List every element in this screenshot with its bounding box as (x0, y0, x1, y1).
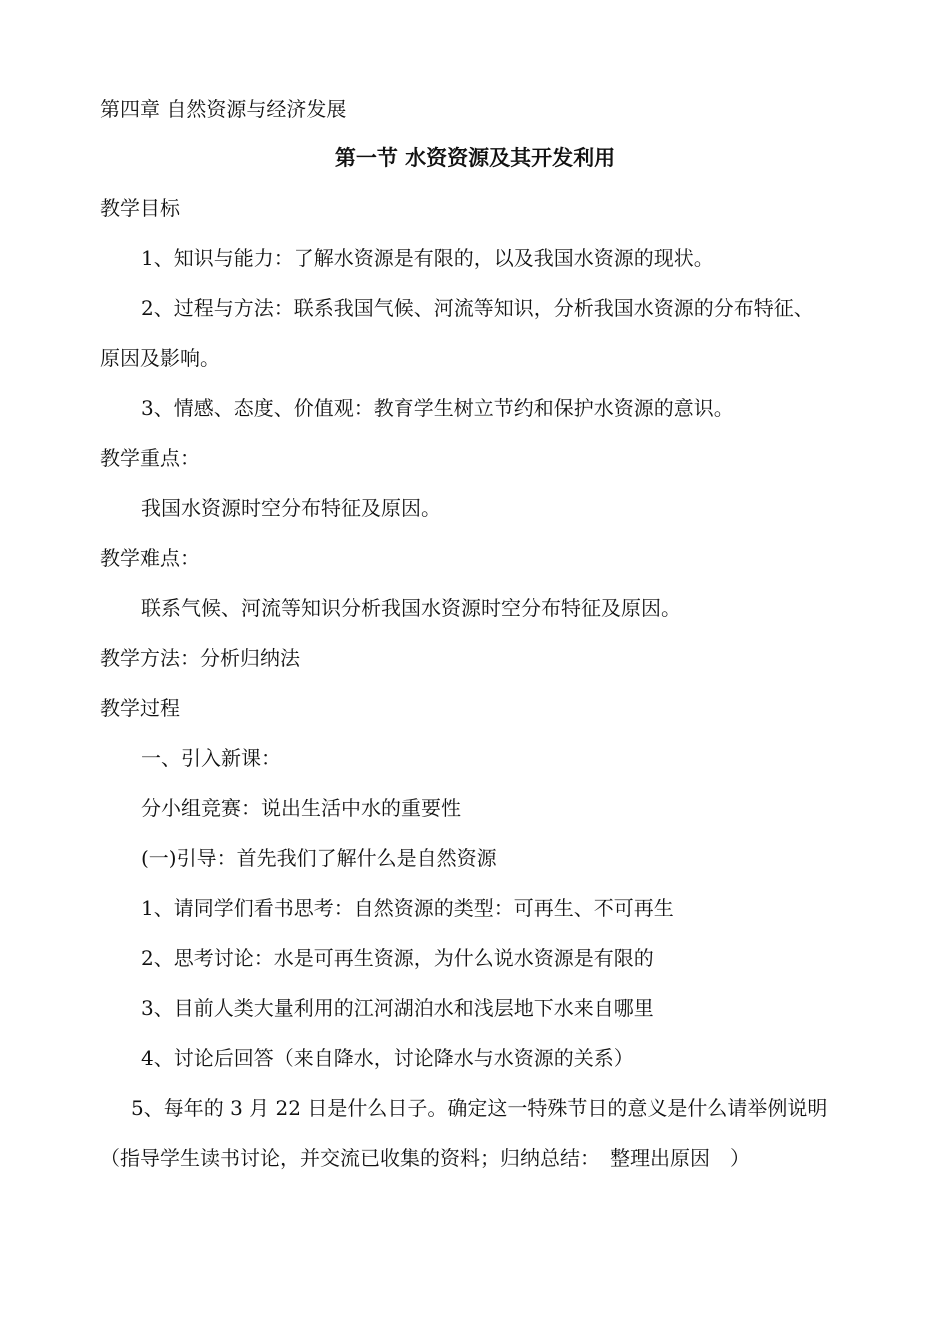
process-question-1: 1、请同学们看书思考：自然资源的类型：可再生、不可再生 (141, 896, 674, 920)
chapter-title: 第四章 自然资源与经济发展 (100, 97, 347, 121)
process-note: （指导学生读书讨论，并交流已收集的资料；归纳总结： 整理出原因 ） (100, 1146, 750, 1170)
section-title: 第一节 水资资源及其开发利用 (334, 146, 616, 170)
key-points-heading: 教学重点： (100, 446, 200, 470)
process-question-3: 3、目前人类大量利用的江河湖泊水和浅层地下水来自哪里 (141, 996, 654, 1020)
guide-text: 首先我们了解什么是自然资源 (236, 846, 497, 870)
objective-attitude: 3、情感、态度、价值观：教育学生树立节约和保护水资源的意识。 (141, 396, 734, 420)
difficult-points-text: 联系气候、河流等知识分析我国水资源时空分布特征及原因。 (141, 596, 681, 620)
objective-process-line2: 原因及影响。 (100, 346, 220, 370)
process-question-4: 4、讨论后回答（来自降水，讨论降水与水资源的关系） (141, 1046, 634, 1070)
objectives-heading: 教学目标 (100, 196, 180, 220)
teaching-method: 教学方法：分析归纳法 (100, 646, 300, 670)
process-guide (141, 844, 497, 872)
process-question-5: 5、每年的 3 月 22 日是什么日子。确定这一特殊节日的意义是什么请举例说明 (131, 1096, 828, 1120)
process-intro: 一、引入新课： (141, 746, 281, 770)
key-points-text: 我国水资源时空分布特征及原因。 (141, 496, 441, 520)
difficult-points-heading: 教学难点： (100, 546, 200, 570)
process-question-2: 2、思考讨论：水是可再生资源，为什么说水资源是有限的 (141, 946, 654, 970)
objective-process-line1: 2、过程与方法：联系我国气候、河流等知识，分析我国水资源的分布特征、 (141, 296, 814, 320)
process-contest: 分小组竞赛：说出生活中水的重要性 (141, 796, 461, 820)
objective-knowledge: 1、知识与能力：了解水资源是有限的，以及我国水资源的现状。 (141, 246, 714, 270)
guide-prefix: (一)引导： (141, 846, 237, 870)
process-heading: 教学过程 (100, 696, 180, 720)
